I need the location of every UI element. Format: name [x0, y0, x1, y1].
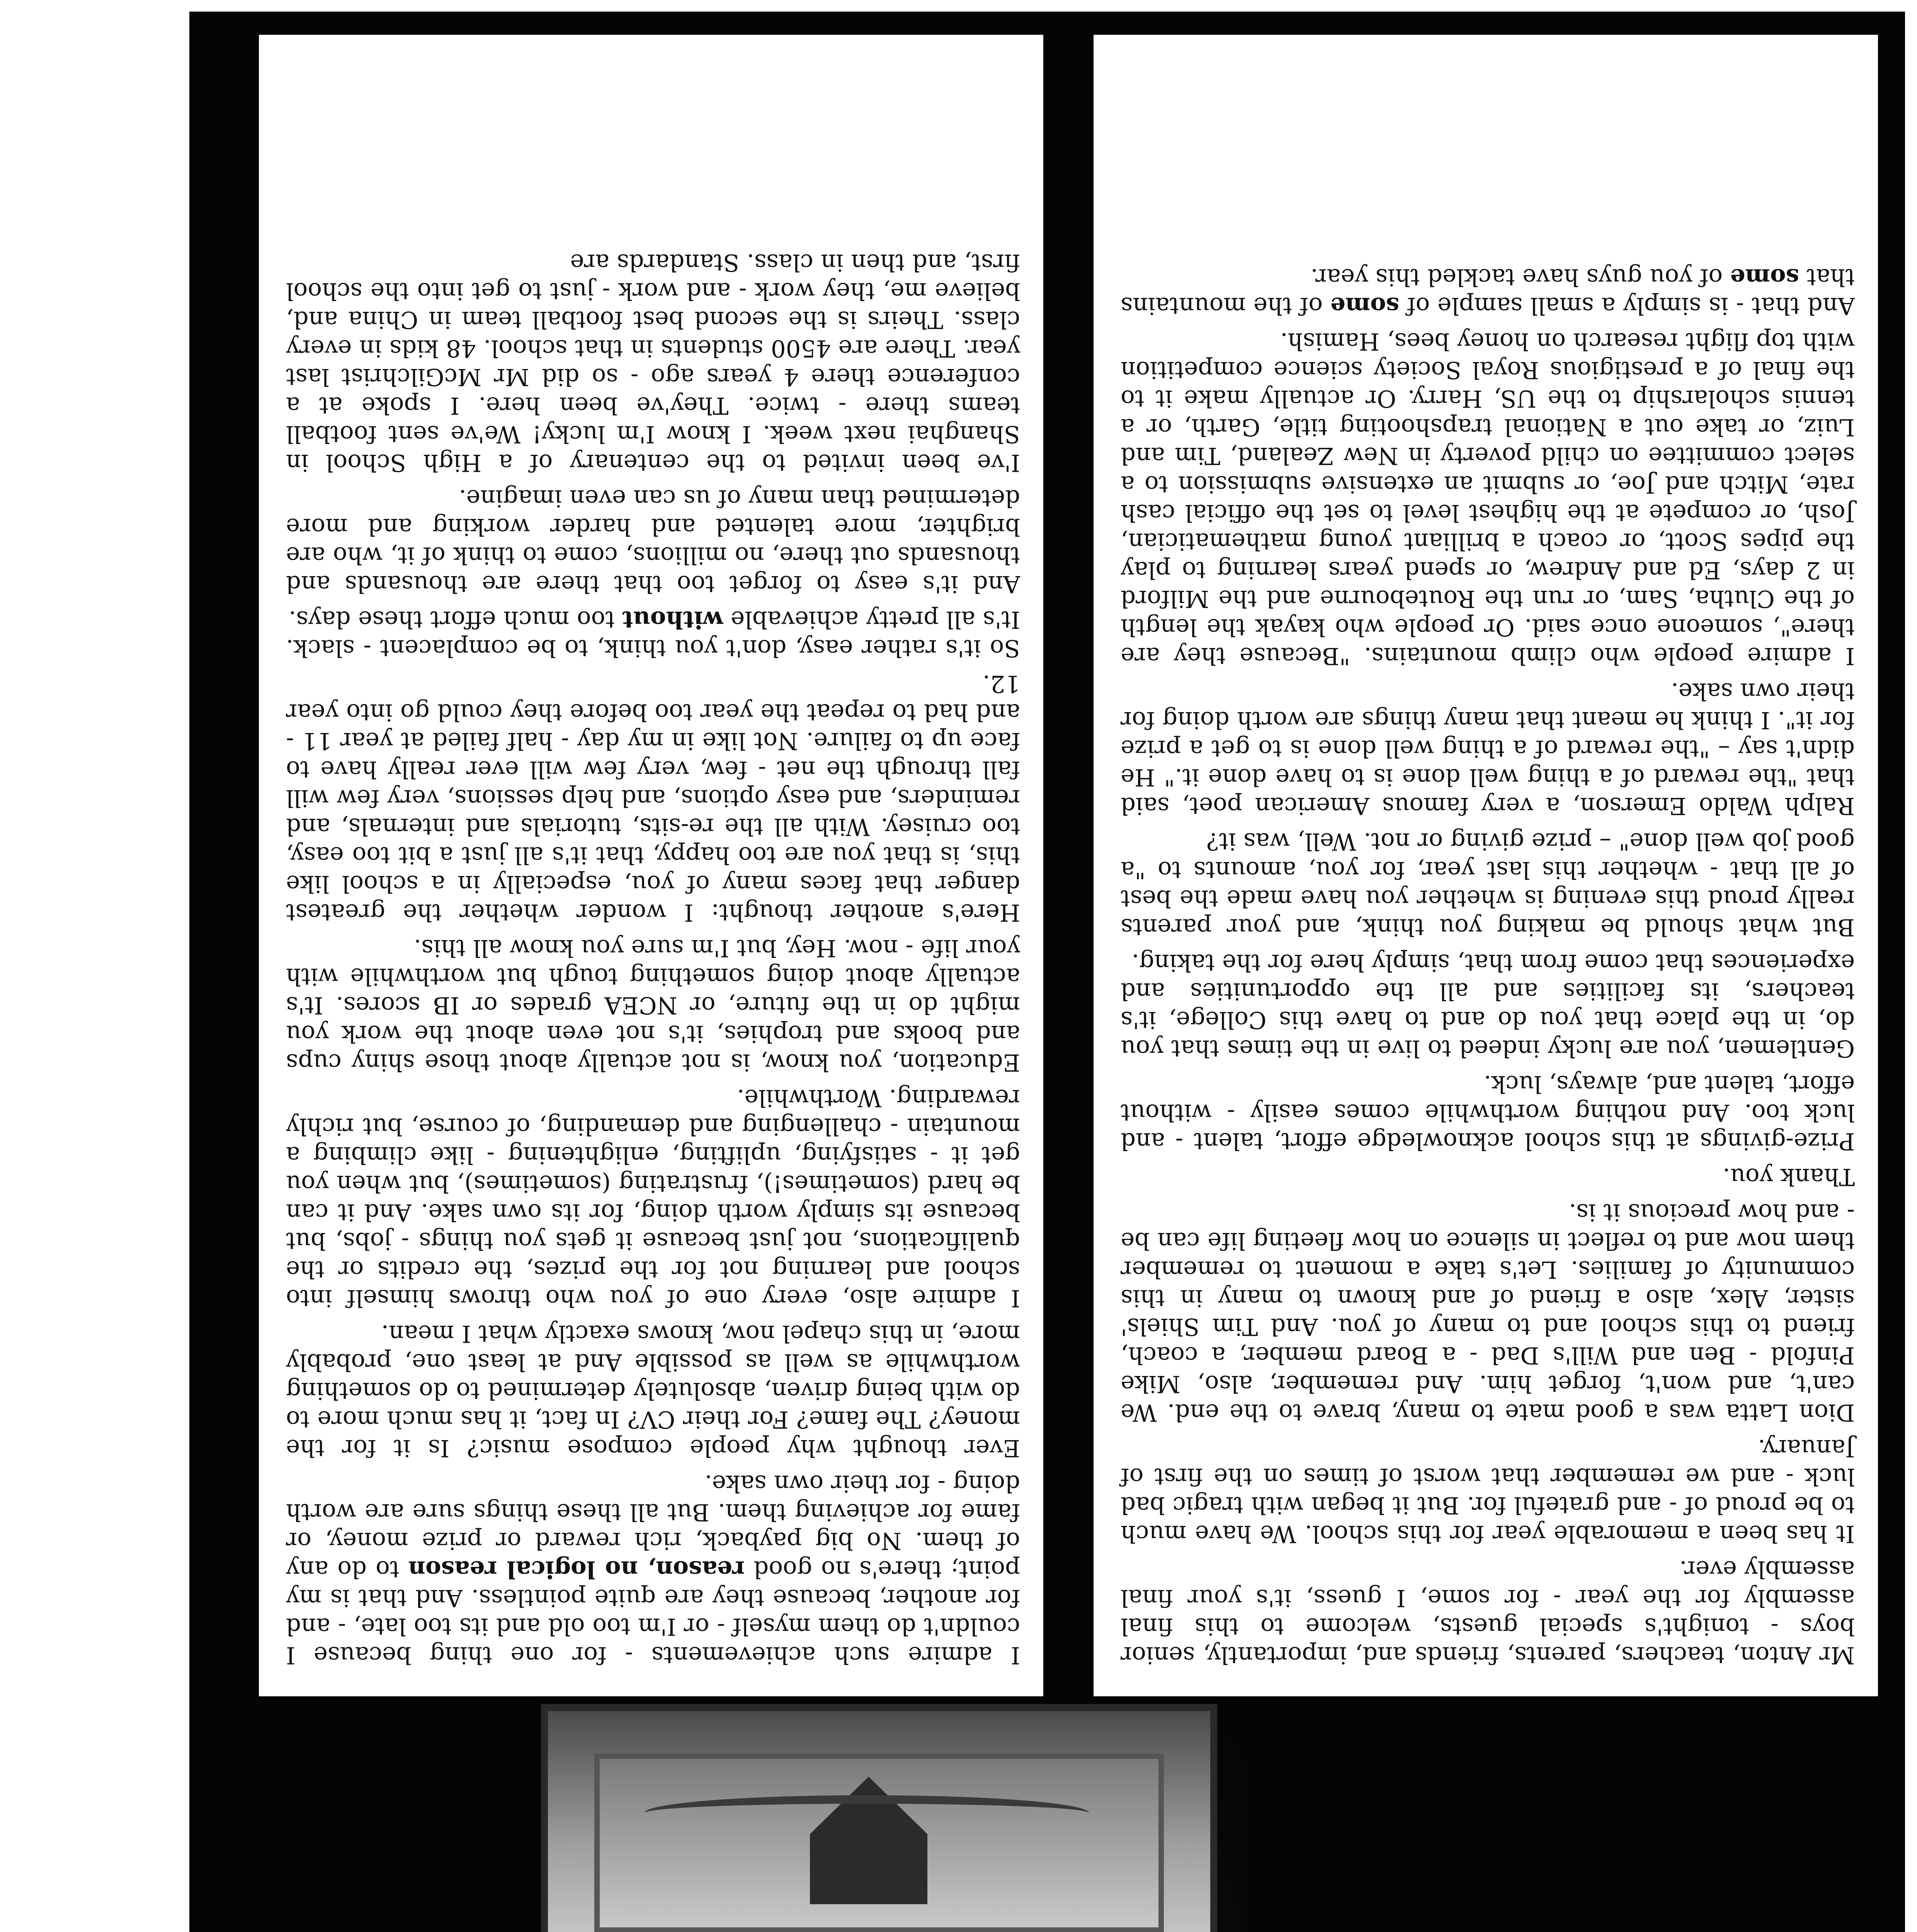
right-column: [259, 35, 1043, 1696]
paragraph: Thank you.: [1723, 1163, 1855, 1190]
text-columns: [189, 35, 1905, 1696]
text-run: So it's rather easy, don't you think, to be complacent - slack. It's all pretty achievable: [286, 606, 1020, 662]
paragraph: I admire people who climb mountains. "Because they are there", someone once said. Or people who kayak the length of the Clutha, Sam, or run the Routebourne and the Milford in 2 days, Ed and Andrew, or spend years learning to play the pipes Scott, or coach a brilliant young mathematician, Josh, or compete at the highest level to set the official cash rate, Mitch and Joe, or submit an extensive submission to a select committee on child poverty in New Zealand, Tim and Luiz, or take out a National trapshooting title, Garth, or a tennis scholarship to the US, Harry. Or actually make it to the final of a prestigious Royal Society science competition with top flight research on honey bees, Hamish.: [1121, 328, 1855, 670]
paragraph: Prize-givings at this school acknowledge effort, talent - and luck too. And nothing worthwhile comes easily - without effort, talent and, always, luck.: [1121, 1070, 1855, 1155]
paragraph: Gentlemen, you are lucky indeed to live in the times that you do, in the place that you do and to have this College, it's teachers, its facilities and all the opportunities and experiences that come from that, simply here for the taking.: [1121, 949, 1855, 1062]
paragraph: [286, 1469, 1020, 1669]
paragraph: Education, you know, is not actually about those shiny cups and books and trophies, it's not even about the work you might do in the future, or NCEA grades or IB scores. It's actually about doing something tough but worthwhile with your life - now. Hey, but I'm sure you know all this.: [286, 934, 1020, 1076]
paragraph: Ralph Waldo Emerson, a very famous American poet, said that "the reward of a thing well done is to have done it." He didn't say – "the reward of a thing well done is to get a prize for it". I think he meant that many things are worth doing for their own sake.: [1121, 678, 1855, 820]
paragraph: Dion Latta was a good mate to many, brave to the end. We can't, and won't, forget him. And remember, also, Mike Pinfold - Ben and Will's Dad - a Board member, a coach, friend to this school and to many of you. And Tim Shiels' sister, Alex, also a friend of and known to many in this community of families. Let's take a moment to remember them now and to reflect in silence on how fleeting life can be - and how precious it is.: [1121, 1199, 1855, 1426]
principal-photo: [862, 1719, 1905, 1932]
left-column: [1094, 35, 1878, 1696]
paragraph: I've been invited to the centenary of a High School in Shanghai next week. I know I'm lucky! We've sent football teams there - twice. They've been here. I spoke at a conference there 4 years ago - so did Mr McGilchrist last year. There are 4500 students in that school. 48 kids in every class. Theirs is the second best football team in China and, believe me, they work - and work - just to get into the school first, and then in class. Standards are: [286, 249, 1020, 476]
text-run: of the mountains that: [1121, 264, 1855, 320]
text-run: I admire such achievements - for one thing because I couldn't do them myself - or I'm too old and its too late, - and for another, because they are quite pointless. And that is my point; there's no good: [286, 1556, 1020, 1669]
paragraph: I admire also, every one of you who throws himself into school and learning not for the prizes, the credits or the qualifications, not just because it gets you things - jobs, but because its simply worth doing, for its own sake. And it can be hard (sometimes!), frustrating (sometimes), but when you get it - satisfying, uplifting, enlightening - like climbing a mountain - challenging and demanding, of course, but richly rewarding. Worthwhile.: [286, 1084, 1020, 1312]
bold-run: reason, no logical reason: [408, 1556, 745, 1583]
bold-run: some: [1730, 264, 1799, 291]
paragraph: [1121, 263, 1855, 320]
paragraph: Ever thought why people compose music? Is it for the money? The fame? For their CV? In fact, it has much more to do with being driven, absolutely determined to do something worthwhile as well as possible And at least one, probably more, in this chapel now, knows exactly what I mean.: [286, 1320, 1020, 1462]
paragraph: Mr Anton, teachers, parents, friends and, importantly, senior boys - tonight's special guests, welcome to this final assembly for the year - for some, I guess, it's your final assembly ever.: [1121, 1556, 1855, 1669]
crest-scroll-icon: [645, 1795, 1089, 1831]
paragraph: [286, 605, 1020, 662]
text-run: to do any of them. No big payback, rich reward or prize money, or fame for achieving them. But all these things sure are worth doing - for their own sake.: [286, 1470, 1020, 1583]
text-run: And that - is simply a small sample of: [1399, 292, 1855, 320]
paragraph: But what should be making you think, and your parents really proud this evening is whether you have made the best of all that - whether this last year, for you, amounts to "a good job well done" – prize giving or not. Well, was it?: [1121, 828, 1855, 941]
paragraph: And it's easy to forget too that there are thousands and thousands out there, no millions, come to think of it, who are brighter, more talented and harder working and more determined than many of us can even imagine.: [286, 485, 1020, 598]
paragraph: It has been a memorable year for this school. We have much to be proud of - and grateful for. But it began with tragic bad luck - and we remember that worst of times on the first of January.: [1121, 1434, 1855, 1548]
bold-run: without: [622, 606, 723, 633]
podium-panel: [594, 1753, 1164, 1932]
text-run: too much effort these days.: [289, 606, 623, 633]
paragraph: Here's another thought: I wonder whether the greatest danger that faces many of you, especially in a school like this, is that you are too happy, that it's all just a bit too easy, too cruisey. With all the re-sits, tutorials and internals, and reminders, and easy options, and help sessions, very few will fall through the net - few, very few will ever really have to face up to failure. Not like in my day - half failed at year 11 - and had to repeat the year too before they could go into year 12.: [286, 670, 1020, 926]
text-run: of you guys have tackled this year.: [1310, 264, 1730, 291]
bold-run: some: [1330, 292, 1400, 320]
upside-down-page: [189, 12, 1905, 1932]
podium: [541, 1704, 1217, 1932]
